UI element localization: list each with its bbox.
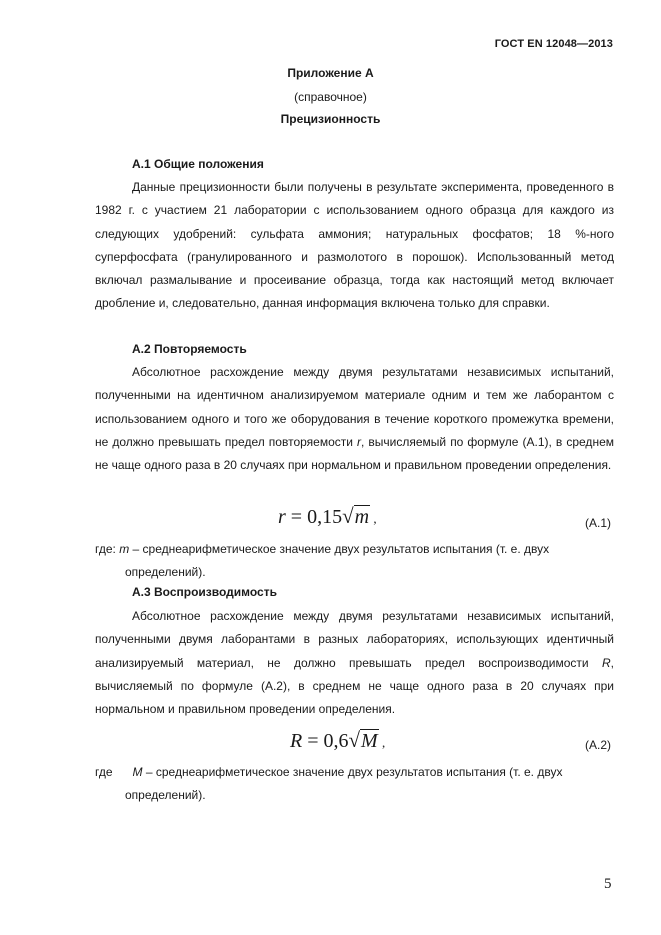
section-a2-heading: А.2 Повторяемость — [132, 342, 247, 356]
formula-a2: R = 0,6√M , — [290, 728, 386, 752]
section-a1-heading: А.1 Общие положения — [132, 157, 264, 171]
formula-a1: r = 0,15√m , — [278, 504, 377, 528]
symbol-R: R — [601, 655, 611, 670]
section-a1-text: Данные прецизионности были получены в результате эксперимента, проведенного в 1982 г. с участием 21 лаборатории с использованием одного образца для каждого из следующих удобрений: сульфата аммония; натуральных фосфатов; 18 %-ного суперфосфата (гранулированного и размолотого в порошок). Использованный метод включал размалывание и просеивание образца, тогда как настоящий метод включает дробление и, следовательно, данная информация включена только для справки. — [95, 180, 614, 311]
sqrt-icon: √ — [348, 728, 361, 752]
appendix-name: Прецизионность — [280, 112, 381, 126]
appendix-title: Приложение А — [287, 66, 374, 80]
formula-a1-number: (А.1) — [585, 516, 612, 530]
symbol-r: r — [357, 434, 362, 449]
where-a2: где M – среднеарифметическое значение двух результатов испытания (т. е. двух определений). — [95, 765, 563, 802]
section-a3-heading: А.3 Воспроизводимость — [132, 585, 277, 599]
section-a3-text: Абсолютное расхождение между двумя результатами независимых испытаний, полученными двумя лаборантами в разных лабораториях, использующих идентичный анализируемый материал, не должно превышать предел воспроизводимости R, вычисляемый по формуле (А.2), в среднем не чаще одного раза в 20 случаях при нормальном и правильном проведении определения. — [95, 609, 614, 717]
page-number: 5 — [604, 876, 612, 892]
formula-a2-number: (А.2) — [585, 738, 612, 752]
appendix-subtitle: (справочное) — [294, 90, 367, 104]
sqrt-icon: √ — [342, 504, 354, 528]
standard-header: ГОСТ EN 12048—2013 — [494, 38, 613, 50]
section-a2-text: Абсолютное расхождение между двумя результатами независимых испытаний, полученными на идентичном анализируемом материале одним и тем же лаборантом с использованием одного и того же оборудования в течение короткого промежутка времени, не должно превышать предел повторяемости r, вычисляемый по формуле (А.1), в среднем не чаще одного раза в 20 случаях при нормальном и правильном проведении определения. — [95, 365, 614, 473]
where-a1: где: m – среднеарифметическое значение двух результатов испытания (т. е. двух определений). — [95, 542, 550, 579]
